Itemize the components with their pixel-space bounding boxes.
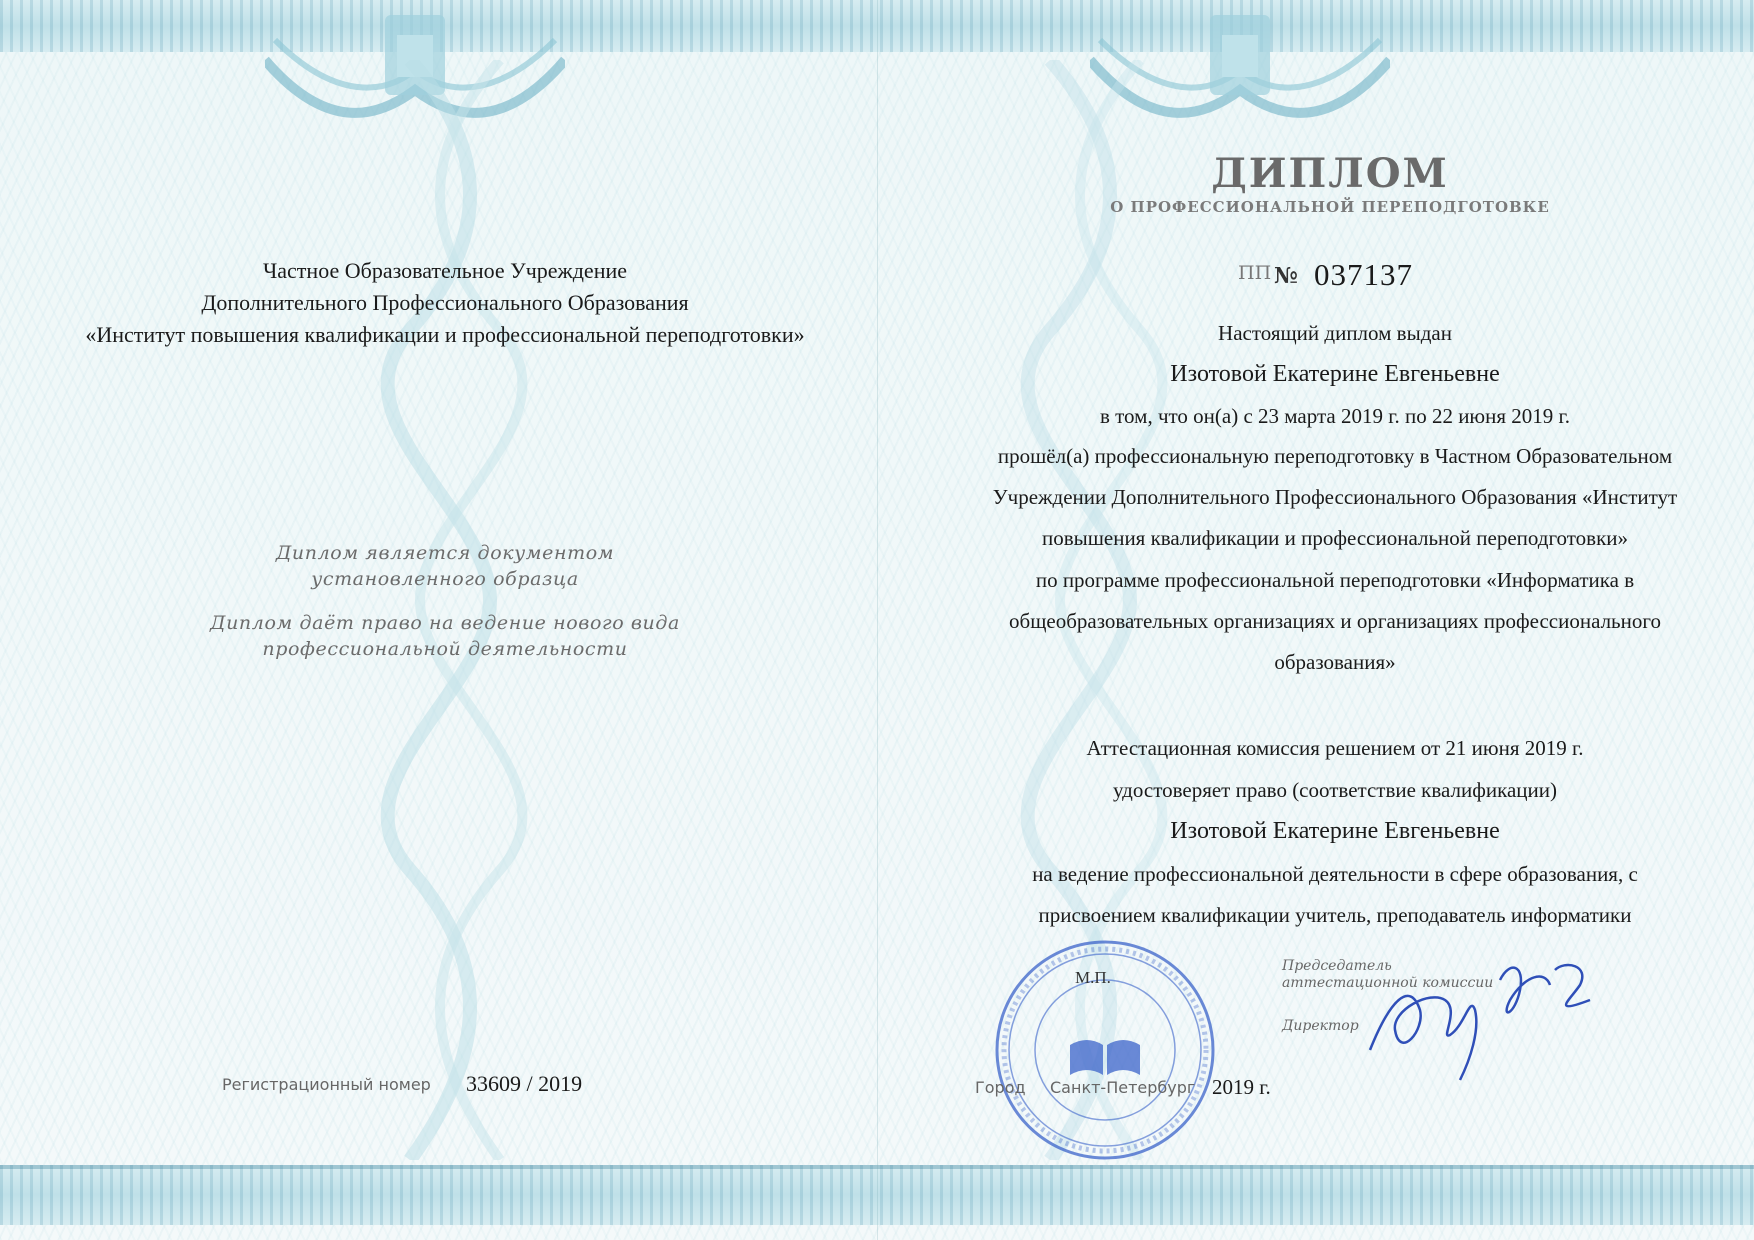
diploma-title: ДИПЛОМ	[1211, 150, 1449, 197]
diploma-number: 037137	[1314, 257, 1413, 292]
commission-decision: Аттестационная комиссия решением от 21 июня 2019 г.	[1086, 736, 1584, 760]
registration-label: Регистрационный номер	[222, 1075, 431, 1094]
director-role: Директор	[1282, 1018, 1359, 1034]
registration-number: 33609 / 2019	[466, 1071, 583, 1096]
role-line: аттестационной комиссии	[1282, 975, 1494, 991]
institution-line: Дополнительного Профессионального Образования	[201, 290, 689, 315]
institution-name	[60, 255, 830, 351]
program-line: прошёл(а) профессиональную переподготовку в Частном Образовательном	[997, 444, 1673, 468]
institution-line: «Институт повышения квалификации и профессиональной переподготовки»	[85, 322, 805, 347]
number-sign: №	[1274, 263, 1298, 289]
program-line: общеобразовательных организациях и организациях профессионального	[1009, 609, 1661, 633]
note-line: профессиональной деятельности	[262, 638, 628, 660]
page-fold	[877, 0, 878, 1240]
program-line: повышения квалификации и профессиональной переподготовки»	[1041, 526, 1629, 550]
official-document-note	[150, 540, 740, 592]
note-line: установленного образца	[311, 568, 579, 590]
activity-right-note	[150, 610, 740, 662]
study-period: в том, что он(а) с 23 марта 2019 г. по 22 июня 2019 г.	[1099, 404, 1571, 428]
city-label: Город	[975, 1078, 1026, 1097]
diploma-subtitle: О ПРОФЕССИОНАЛЬНОЙ ПЕРЕПОДГОТОВКЕ	[1110, 198, 1550, 216]
note-line: Диплом является документом	[275, 542, 615, 564]
program-line: образования»	[1274, 650, 1396, 674]
diploma-series: ПП	[1238, 262, 1272, 284]
qualification-line: на ведение профессиональной деятельности в сфере образования, с	[1032, 862, 1638, 886]
qualification-line: присвоением квалификации учитель, преподаватель информатики	[1038, 903, 1632, 927]
handwritten-signatures	[1350, 940, 1610, 1090]
certifies-right: удостоверяет право (соответствие квалификации)	[1112, 778, 1557, 802]
program-line: Учреждении Дополнительного Профессионального Образования «Институт	[992, 485, 1678, 509]
recipient-name: Изотовой Екатерине Евгеньевне	[1170, 361, 1500, 387]
open-book-icon	[1070, 1040, 1140, 1075]
issued-to-label: Настоящий диплом выдан	[1218, 321, 1452, 345]
institution-line: Частное Образовательное Учреждение	[262, 258, 628, 283]
role-line: Председатель	[1282, 958, 1392, 974]
recipient-name-repeat: Изотовой Екатерине Евгеньевне	[1170, 818, 1500, 844]
program-line: по программе профессиональной переподготовки «Информатика в	[1035, 568, 1635, 592]
city-name: Санкт-Петербург	[1050, 1078, 1196, 1097]
stamp-place-label: М.П.	[1075, 968, 1111, 987]
issue-year: 2019 г.	[1212, 1075, 1271, 1099]
note-line: Диплом даёт право на ведение нового вида	[210, 612, 680, 634]
